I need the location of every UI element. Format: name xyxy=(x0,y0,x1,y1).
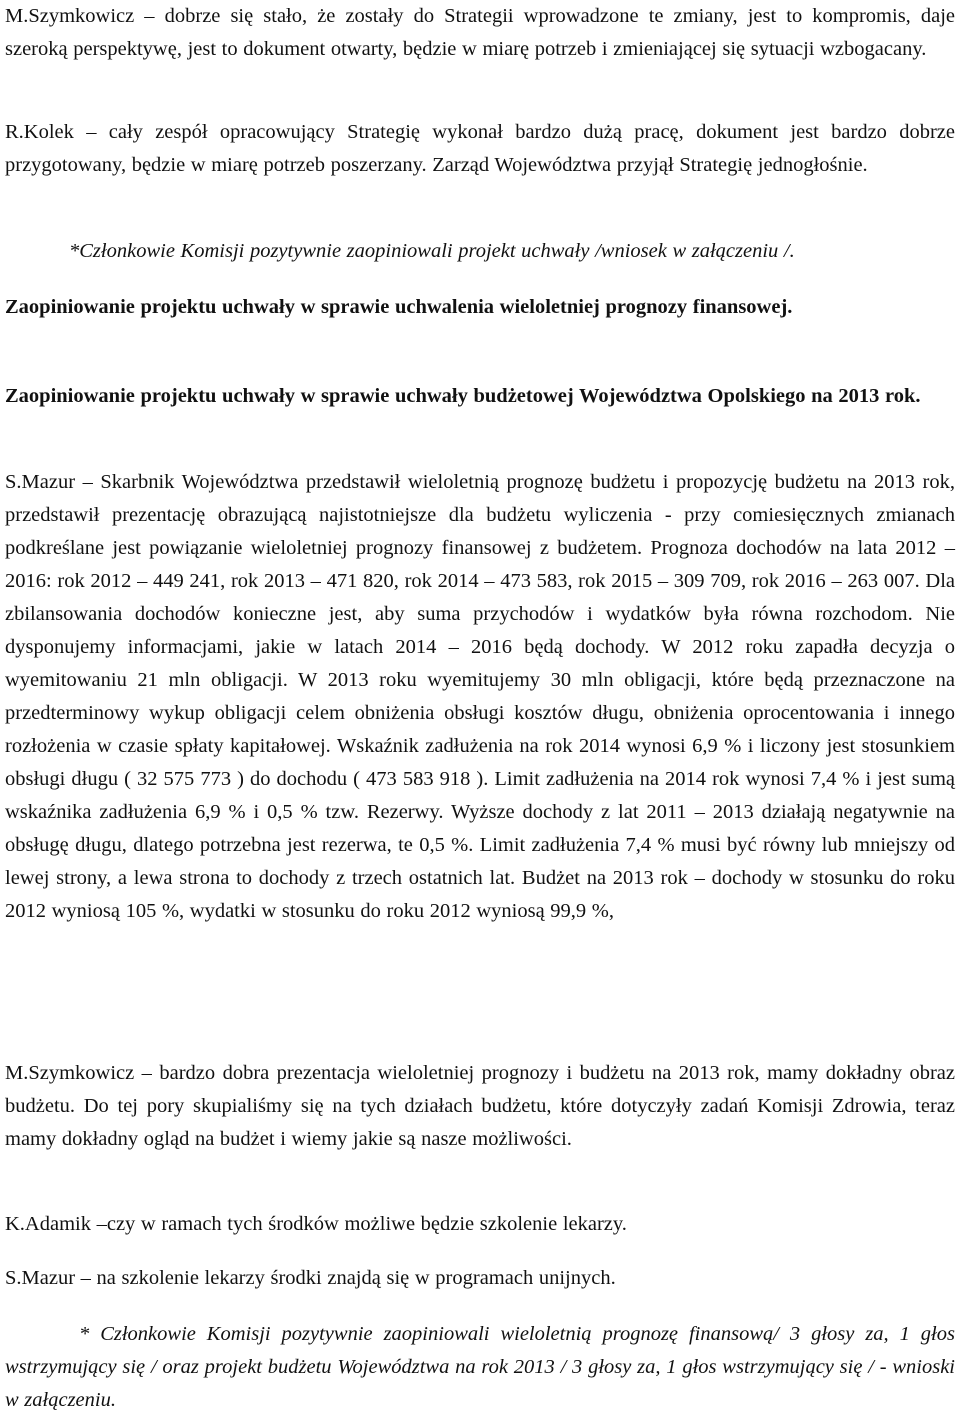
paragraph-mazur-presentation: S.Mazur – Skarbnik Województwa przedstawił wieloletnią prognozę budżetu i propozycję budżetu na 2013 rok, przedstawił prezentację obrazującą najistotniejsze dla budżetu wyliczenia - przy comiesięcznych zmianach podkreślane jest powiązanie wieloletniej prognozy finansowej z budżetem. Prognoza dochodów na lata 2012 – 2016: rok 2012 – 449 241, rok 2013 – 471 820, rok 2014 – 473 583, rok 2015 – 309 709, rok 2016 – 263 007. Dla zbilansowania dochodów konieczne jest, aby suma przychodów i wydatków była równa rozchodom. Nie dysponujemy informacjami, jakie w latach 2014 – 2016 będą dochody. W 2012 roku zapadła decyzja o wyemitowaniu 21 mln obligacji. W 2013 roku wyemitujemy 30 mln obligacji, które będą przeznaczone na przedterminowy wykup obligacji celem obniżenia obsługi kosztów długu, obniżenia oprocentowania i innego rozłożenia w czasie spłaty kapitałowej. Wskaźnik zadłużenia na rok 2014 wynosi 6,9 % i liczony jest stosunkiem obsługi długu ( 32 575 773 ) do dochodu ( 473 583 918 ). Limit zadłużenia na 2014 rok wynosi 7,4 % i jest sumą wskaźnika zadłużenia 6,9 % i 0,5 % tzw. Rezerwy. Wyższe dochody z lat 2011 – 2013 działają negatywnie na obsługę długu, dlatego potrzebna jest rezerwa, te 0,5 %. Limit zadłużenia 7,4 % musi być równy lub mniejszy od lewej strony, a lewa strona to dochody z trzech ostatnich lat. Budżet na 2013 rok – dochody w stosunku do roku 2012 wyniosą 105 %, wydatki w stosunku do roku 2012 wyniosą 99,9 %, xyxy=(5,471,955,922)
paragraph-szymkowicz-strategy: M.Szymkowicz – dobrze się stało, że zostały do Strategii wprowadzone te zmiany, jest to kompromis, daje szeroką perspektywę, jest to dokument otwarty, będzie w miarę potrzeb i zmieniającej się sytuacji wzbogacany. xyxy=(5,5,955,60)
note-commission-opinion-budget: * Członkowie Komisji pozytywnie zaopiniowali wieloletnią prognozę finansową/ 3 głosy za, 1 głos wstrzymujący się / oraz projekt budżetu Województwa na rok 2013 / 3 głosy za, 1 głos wstrzymujący się / - wnioski w załączeniu. xyxy=(5,1323,955,1411)
paragraph-adamik-question: K.Adamik –czy w ramach tych środków możliwe będzie szkolenie lekarzy. xyxy=(5,1213,627,1235)
paragraph-kolek-strategy: R.Kolek – cały zespół opracowujący Strategię wykonał bardzo dużą pracę, dokument jest bardzo dobrze przygotowany, będzie w miarę potrzeb poszerzany. Zarząd Województwa przyjął Strategię jednogłośnie. xyxy=(5,121,955,176)
heading-budget-resolution: Zaopiniowanie projektu uchwały w sprawie uchwały budżetowej Województwa Opolskiego na 2013 rok. xyxy=(5,385,921,407)
paragraph-mazur-answer: S.Mazur – na szkolenie lekarzy środki znajdą się w programach unijnych. xyxy=(5,1267,616,1289)
paragraph-szymkowicz-presentation: M.Szymkowicz – bardzo dobra prezentacja wieloletniej prognozy i budżetu na 2013 rok, mamy dokładny obraz budżetu. Do tej pory skupialiśmy się na tych działach budżetu, które dotyczyły zadań Komisji Zdrowia, teraz mamy dokładny ogląd na budżet i wiemy jakie są nasze możliwości. xyxy=(5,1062,955,1150)
heading-financial-forecast: Zaopiniowanie projektu uchwały w sprawie uchwalenia wieloletniej prognozy finansowej. xyxy=(5,296,793,318)
note-commission-opinion-strategy: *Członkowie Komisji pozytywnie zaopiniowali projekt uchwały /wniosek w załączeniu /. xyxy=(69,240,795,262)
